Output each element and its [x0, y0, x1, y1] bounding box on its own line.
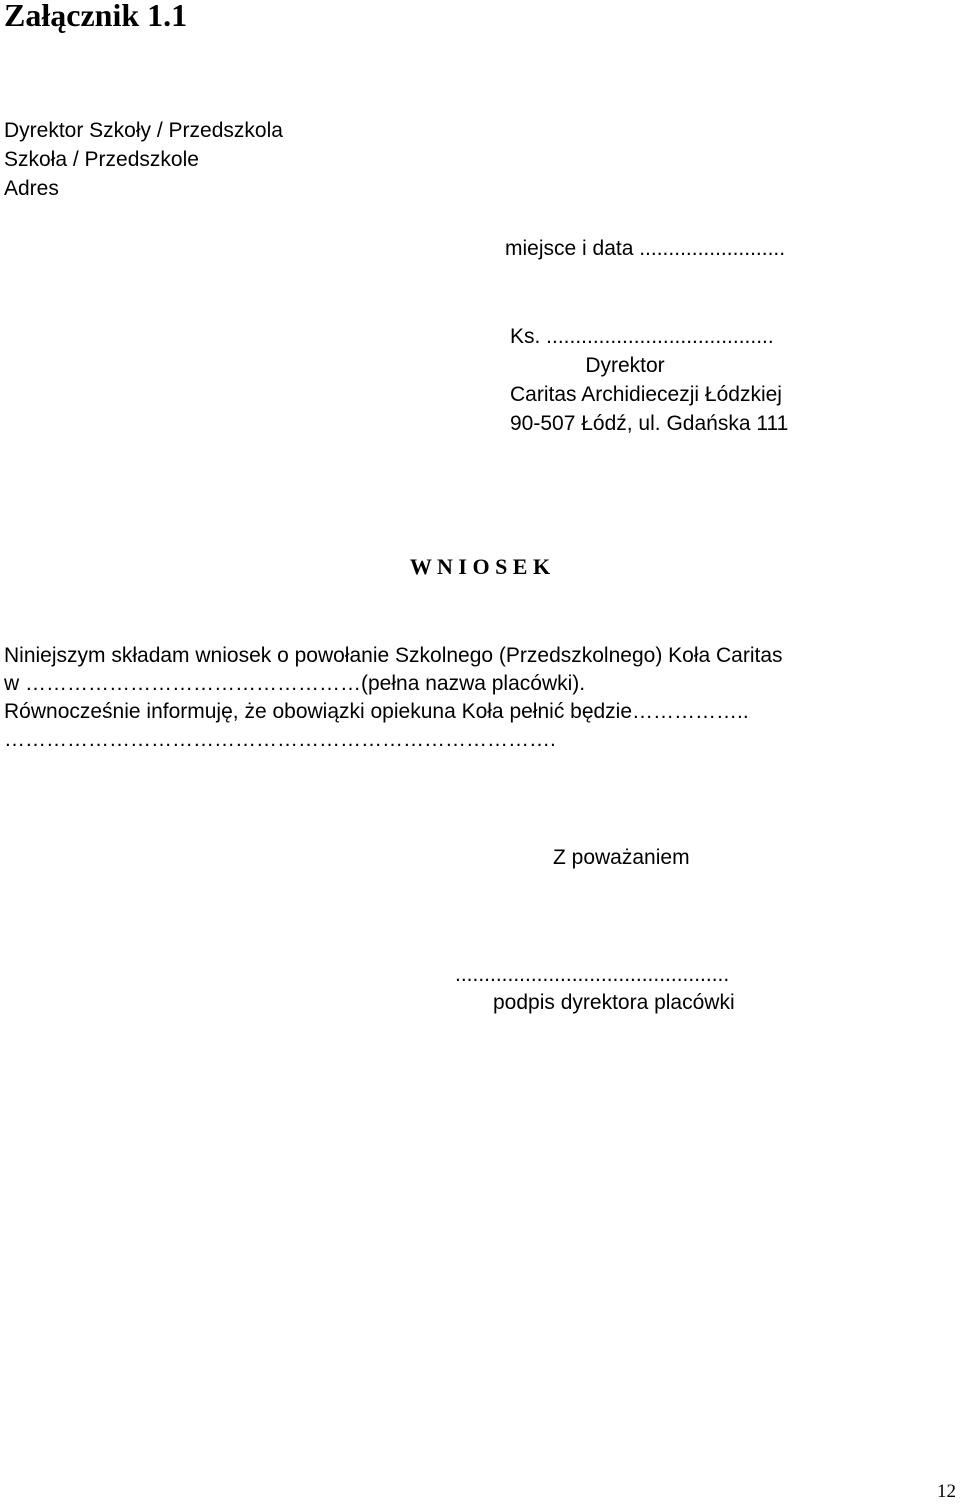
sender-address: Adres — [4, 177, 59, 200]
sender-block — [4, 116, 283, 203]
request-body — [4, 642, 783, 754]
sender-institution: Szkoła / Przedszkole — [4, 148, 199, 171]
page-number: 12 — [937, 1481, 956, 1502]
recipient-name: Ks. ....................................... — [510, 325, 774, 348]
body-line-1: Niniejszym składam wniosek o powołanie Szkolnego (Przedszkolnego) Koła Caritas — [4, 644, 783, 667]
place-and-date: miejsce i data ......................... — [505, 237, 786, 260]
sender-position: Dyrektor Szkoły / Przedszkola — [4, 119, 283, 142]
body-line-2: w …………………………………………(pełna nazwa placówki). — [4, 672, 586, 695]
document-heading: W N I O S E K — [409, 554, 551, 579]
recipient-position: Dyrektor — [585, 354, 665, 377]
body-line-3: Równocześnie informuję, że obowiązki opiekuna Koła pełnić będzie…………….. — [4, 700, 749, 723]
body-line-4: ……………………………………………………………………. — [4, 728, 556, 751]
document-title: Załącznik 1.1 — [4, 0, 188, 33]
recipient-address: 90-507 Łódź, ul. Gdańska 111 — [510, 412, 789, 435]
closing-phrase: Z poważaniem — [553, 846, 690, 869]
recipient-block — [510, 322, 788, 438]
signature-line: ............................................... — [455, 963, 730, 986]
recipient-organization: Caritas Archidiecezji Łódzkiej — [510, 383, 782, 406]
signature-label: podpis dyrektora placówki — [493, 991, 735, 1014]
